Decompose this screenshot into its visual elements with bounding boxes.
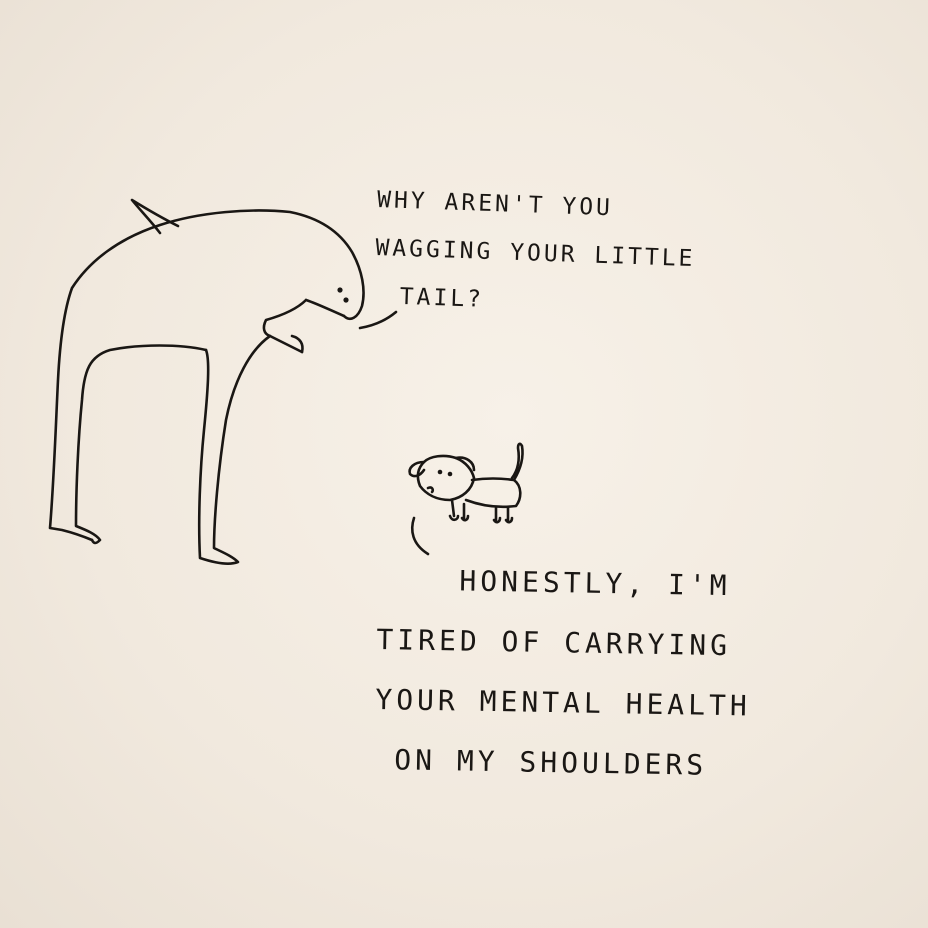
person-speech-text bbox=[373, 176, 698, 331]
dog-eye-right bbox=[448, 472, 453, 477]
person-back-leg bbox=[76, 346, 206, 544]
bent-over-person bbox=[50, 200, 364, 564]
dog-nose bbox=[428, 487, 433, 492]
dog-eye-left bbox=[438, 470, 443, 475]
dog-head bbox=[418, 456, 474, 500]
dog-tail bbox=[512, 444, 523, 480]
person-eye-left bbox=[337, 287, 342, 292]
person-front-leg bbox=[199, 336, 270, 564]
dog-speech-line: YOUR MENTAL HEALTH bbox=[375, 682, 752, 723]
person-speech-line: WAGGING YOUR LITTLE bbox=[375, 234, 696, 273]
dog-speech-line: TIRED OF CARRYING bbox=[376, 622, 732, 663]
dog-feet bbox=[450, 516, 512, 522]
dog-speech-line: HONESTLY, I'M bbox=[459, 564, 731, 603]
small-dog bbox=[410, 444, 523, 522]
person-face bbox=[306, 300, 344, 316]
dog-speech-text bbox=[374, 550, 754, 797]
person-arm bbox=[264, 300, 306, 352]
dog-speech-tick bbox=[412, 518, 428, 554]
dog-body bbox=[466, 479, 520, 507]
person-speech-line: WHY AREN'T YOU bbox=[376, 186, 614, 222]
person-eye-right bbox=[343, 297, 348, 302]
person-speech-line: TAIL? bbox=[399, 283, 485, 313]
dog-speech-line: ON MY SHOULDERS bbox=[394, 743, 708, 782]
